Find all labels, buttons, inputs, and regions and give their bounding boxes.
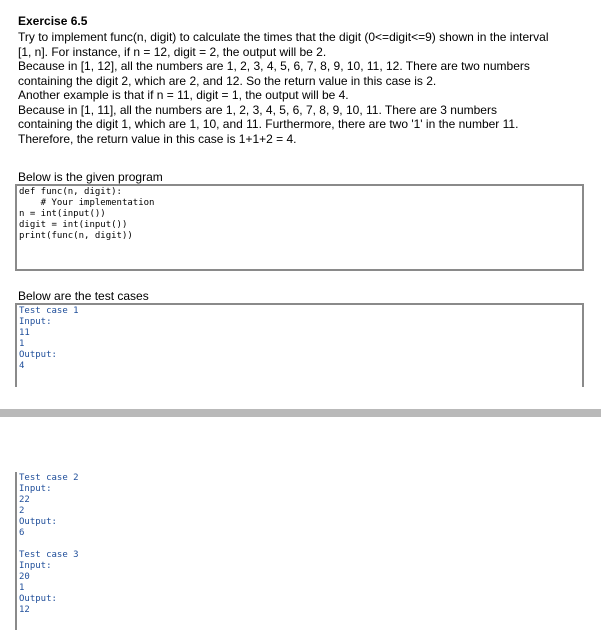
description-line: Because in [1, 11], all the numbers are 1, 2, 3, 4, 5, 6, 7, 8, 9, 10, 11. There are 3 numbers [18,102,497,117]
case-line: 1 [19,339,25,349]
case-line: Input: [19,317,52,327]
program-label: Below is the given program [18,170,163,184]
case-line: 4 [19,361,25,371]
case-line: 12 [19,605,30,615]
code-line: print(func(n, digit)) [19,231,133,241]
code-line: digit = int(input()) [19,220,128,230]
description-line: containing the digit 1, which are 1, 10, and 11. Furthermore, there are two '1' in the number 11. [18,117,519,131]
case-line: 20 [19,572,30,582]
case-line: 6 [19,528,25,538]
exercise-description [18,30,593,146]
test-cases-2-3-box [15,472,584,630]
case-line: Test case 2 [19,473,79,483]
description-line: containing the digit 2, which are 2, and 12. So the return value in this case is 2. [18,73,437,88]
case-spacer [19,539,584,550]
code-line: def func(n, digit): [19,187,122,197]
case-line: Input: [19,484,52,494]
test-case-1-box [15,303,584,387]
case-line: 2 [19,506,25,516]
case-line: Output: [19,350,57,360]
description-line: Therefore, the return value in this case is 1+1+2 = 4. [18,131,297,146]
case-line: 22 [19,495,30,505]
description-line: Another example is that if n = 11, digit = 1, the output will be 4. [18,88,349,102]
case-line: 11 [19,328,30,338]
page-divider [0,409,601,417]
case-line: Test case 1 [19,306,79,316]
case-line: Input: [19,561,52,571]
code-line: # Your implementation [19,198,155,208]
tests-label: Below are the test cases [18,289,149,303]
program-code-box [15,184,584,271]
case-line: Output: [19,594,57,604]
description-line: [1, n]. For instance, if n = 12, digit = 2, the output will be 2. [18,44,327,59]
exercise-title: Exercise 6.5 [18,14,88,28]
case-line: Output: [19,517,57,527]
case-line: Test case 3 [19,550,79,560]
description-line: Because in [1, 12], all the numbers are 1, 2, 3, 4, 5, 6, 7, 8, 9, 10, 11, 12. There are two numbers [18,59,530,73]
code-line: n = int(input()) [19,209,106,219]
description-line: Try to implement func(n, digit) to calculate the times that the digit (0<=digit<=9) shown in the interval [18,30,549,44]
case-line: 1 [19,583,25,593]
